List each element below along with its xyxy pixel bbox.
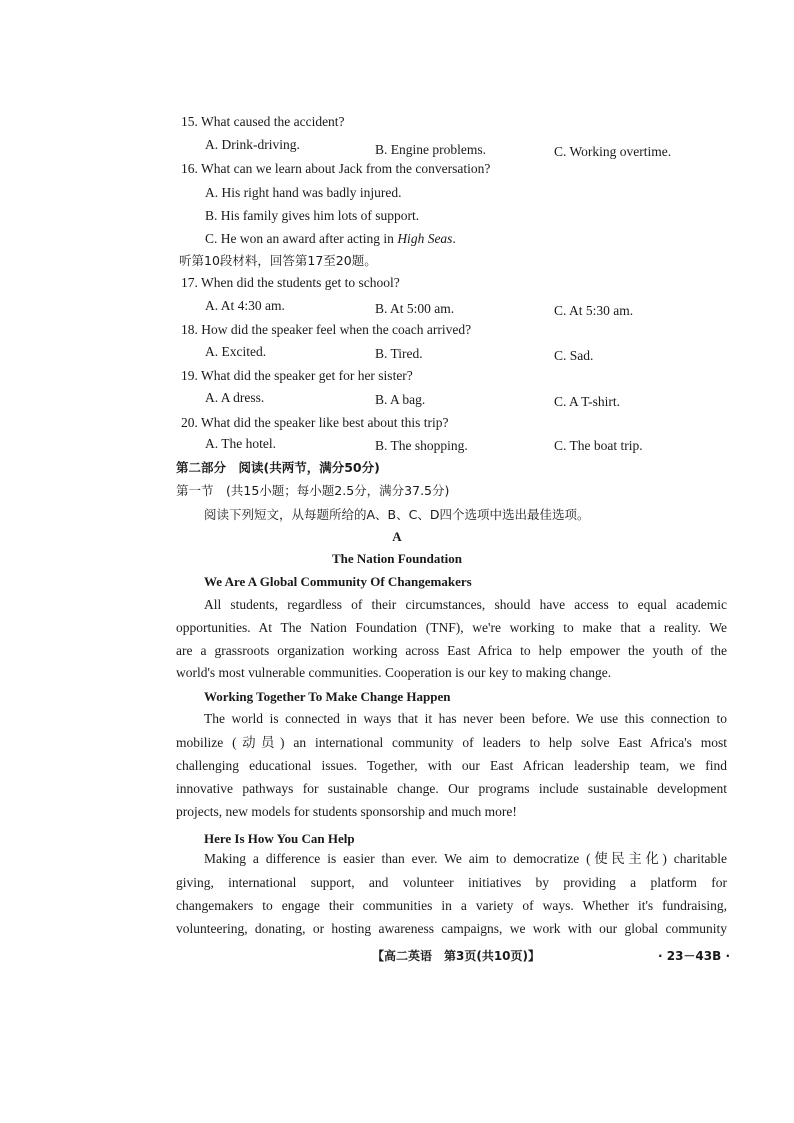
para2-line5: projects, new models for students sponsorship and much more! <box>176 804 517 819</box>
para2-line2: mobilize (动员) an international community of leaders to help solve East Africa's most <box>176 735 727 750</box>
question-15: 15. What caused the accident? <box>181 114 345 129</box>
question-18: 18. How did the speaker feel when the coach arrived? <box>181 322 472 337</box>
passage-title: The Nation Foundation <box>331 551 463 566</box>
q17-option-a: A. At 4:30 am. <box>205 298 285 313</box>
q20-option-b: B. The shopping. <box>375 438 468 453</box>
q17-option-c: C. At 5:30 am. <box>554 303 634 318</box>
q19-option-b: B. A bag. <box>375 392 426 407</box>
q18-option-c: C. Sad. <box>554 348 594 363</box>
para1-line1: All students, regardless of their circumstances, should have access to equal academic <box>204 597 727 612</box>
q20-option-a: A. The hotel. <box>205 436 276 451</box>
para3-line3: changemakers to engage their communities in a variety of ways. Whether it's fundraising, <box>176 898 727 913</box>
question-16: 16. What can we learn about Jack from the conversation? <box>181 161 491 176</box>
para3-line1: Making a difference is easier than ever. We aim to democratize (使民主化) charitable <box>204 851 727 866</box>
q16-option-c-title: High Seas <box>397 231 453 246</box>
para2-line4: innovative pathways for sustainable change. Our programs include sustainable development <box>176 781 727 796</box>
q16-option-c-text: C. He won an award after acting in <box>205 231 394 246</box>
q18-option-a: A. Excited. <box>205 344 267 359</box>
part-two-title: 第二部分 阅读(共两节，满分50分) <box>176 460 380 475</box>
q15-option-c: C. Working overtime. <box>554 144 672 159</box>
q15-option-b: B. Engine problems. <box>375 142 486 157</box>
para1-line3: are a grassroots organization working across East Africa to help empower the youth of the <box>176 643 727 658</box>
section-note: 听第10段材料，回答第17至20题。 <box>179 253 377 268</box>
question-20: 20. What did the speaker like best about this trip? <box>181 415 449 430</box>
q16-option-c <box>205 230 456 248</box>
q18-option-b: B. Tired. <box>375 346 423 361</box>
passage-letter: A <box>392 529 402 544</box>
question-19: 19. What did the speaker get for her sister? <box>181 368 413 383</box>
q16-option-a: A. His right hand was badly injured. <box>205 185 402 200</box>
q17-option-b: B. At 5:00 am. <box>375 301 455 316</box>
section-one-title: 第一节 (共15小题；每小题2.5分，满分37.5分) <box>176 483 450 498</box>
q19-option-c: C. A T-shirt. <box>554 394 621 409</box>
para2-line1: The world is connected in ways that it has never been before. We use this connection to <box>204 711 727 726</box>
q16-option-b: B. His family gives him lots of support. <box>205 208 420 223</box>
q16-option-c-end: . <box>452 231 456 246</box>
heading-global-community: We Are A Global Community Of Changemakers <box>204 574 472 589</box>
para3-line4: volunteering, donating, or hosting awareness campaigns, we work with our global community <box>176 921 727 936</box>
para3-line2: giving, international support, and volunteer initiatives by providing a platform for <box>176 875 727 890</box>
question-17: 17. When did the students get to school? <box>181 275 400 290</box>
q20-option-c: C. The boat trip. <box>554 438 643 453</box>
exam-code: · 23－43B · <box>658 949 731 963</box>
heading-working-together: Working Together To Make Change Happen <box>204 689 451 704</box>
para1-line4: world's most vulnerable communities. Cooperation is our key to making change. <box>176 665 612 680</box>
heading-how-you-can-help: Here Is How You Can Help <box>204 831 355 846</box>
para1-line2: opportunities. At The Nation Foundation (TNF), we're working to make that a reality. We <box>176 620 727 635</box>
para2-line3: challenging educational issues. Together, with our East African leadership team, we find <box>176 758 727 773</box>
reading-instruction: 阅读下列短文，从每题所给的A、B、C、D四个选项中选出最佳选项。 <box>204 507 590 522</box>
page-number-label: 【高二英语 第3页(共10页)】 <box>372 949 541 963</box>
q15-option-a: A. Drink-driving. <box>205 137 300 152</box>
q19-option-a: A. A dress. <box>205 390 265 405</box>
